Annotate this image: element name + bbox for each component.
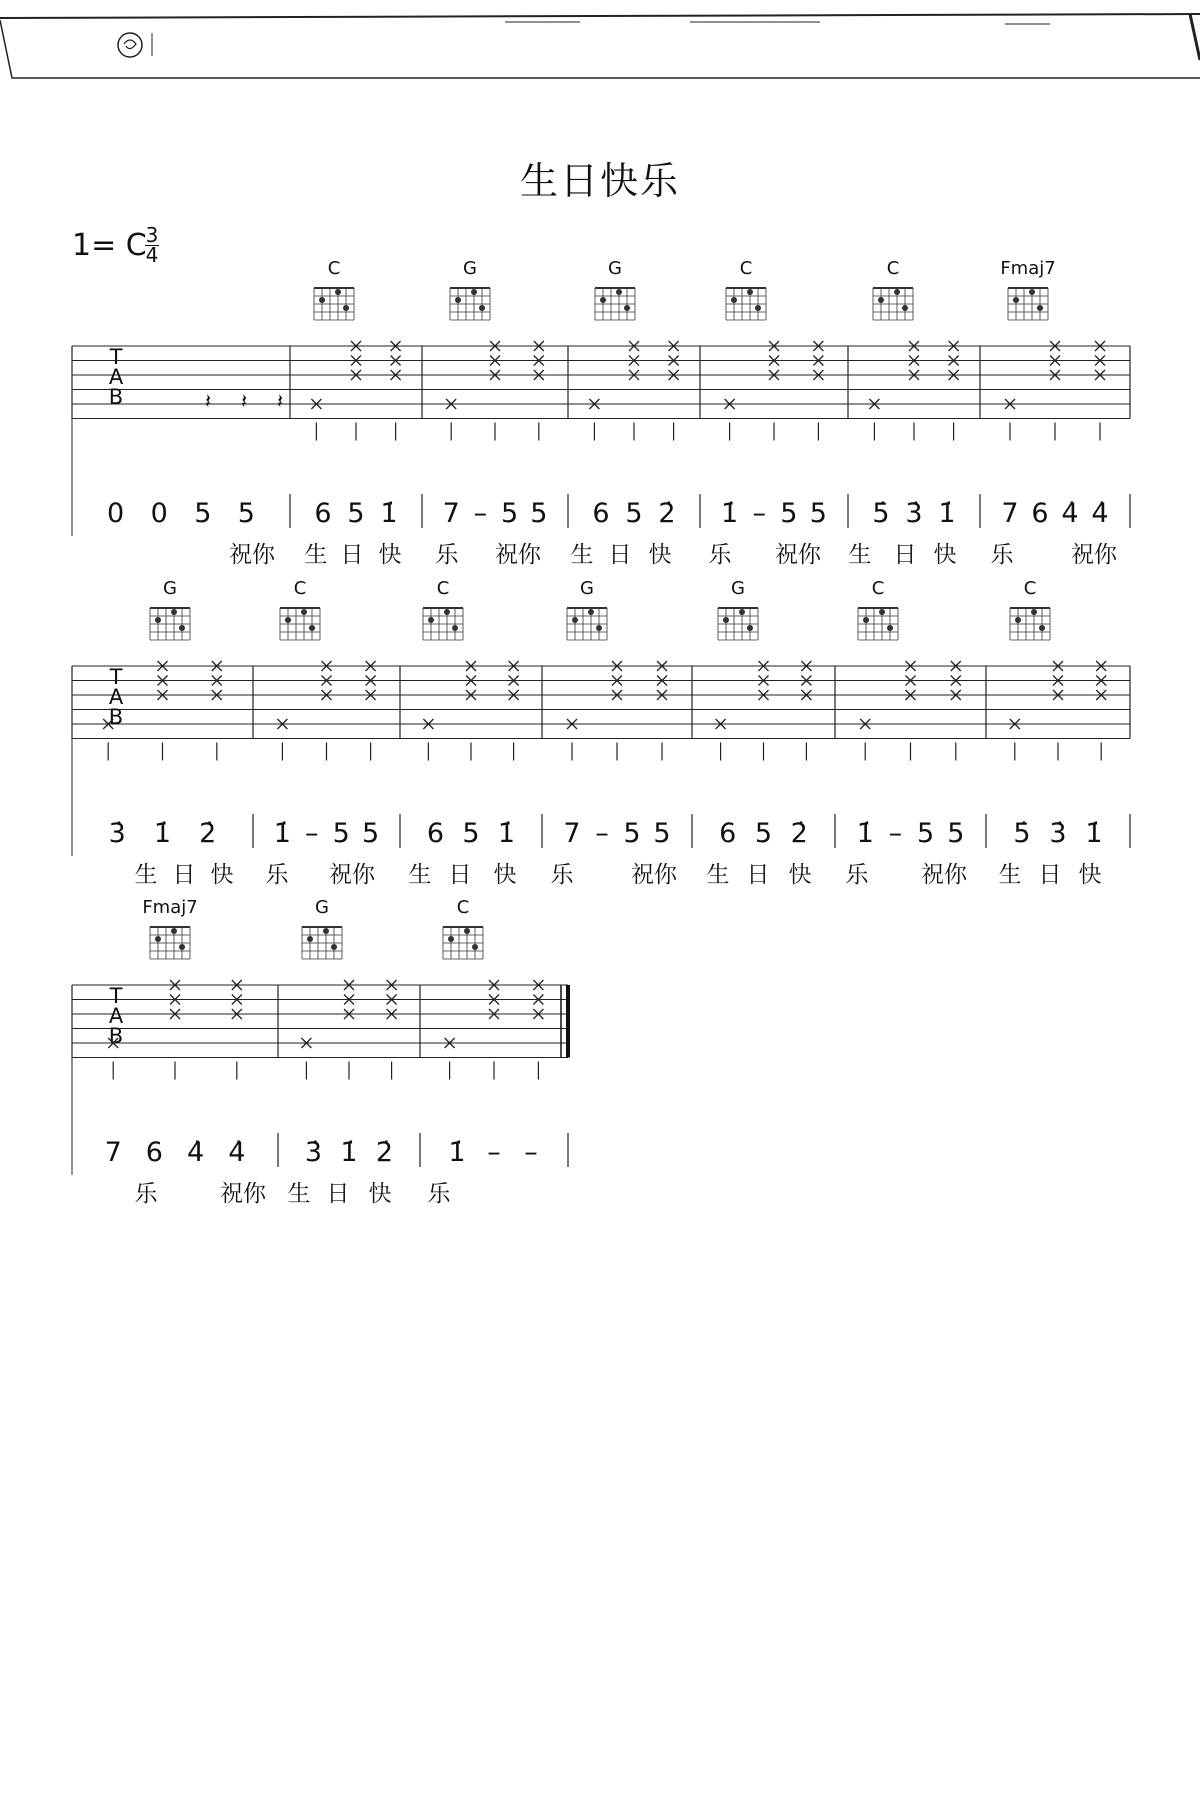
finger-dot: [455, 297, 461, 303]
finger-dot: [335, 289, 341, 295]
finger-dot: [307, 936, 313, 942]
lyric-syllable: 生: [848, 542, 872, 568]
system-1: [72, 258, 1130, 568]
finger-dot: [309, 625, 315, 631]
finger-dot: [731, 297, 737, 303]
finger-dot: [902, 305, 908, 311]
finger-dot: [887, 625, 893, 631]
lyric-syllable: 生: [304, 542, 328, 568]
lyric-syllable: 祝你: [495, 542, 541, 568]
lyric-syllable: 乐: [708, 542, 732, 568]
lyric-syllable: 祝你: [631, 862, 677, 888]
jianpu-note: 7: [1001, 498, 1019, 529]
chord-diagram: [450, 258, 490, 320]
jianpu-note: 1̇: [153, 818, 172, 849]
jianpu-note: 5: [530, 498, 548, 529]
tab-letter-t: T: [109, 345, 123, 369]
lyric-syllable: 日: [1038, 862, 1062, 888]
finger-dot: [464, 928, 470, 934]
jianpu-note: 2̇: [658, 498, 676, 529]
lyric-syllable: 祝你: [1071, 542, 1117, 568]
lyric-syllable: 日: [326, 1181, 350, 1207]
jianpu-note: 1̇: [448, 1137, 466, 1168]
finger-dot: [471, 289, 477, 295]
chord-diagram: [1010, 578, 1050, 640]
jianpu-note: 6: [1031, 498, 1049, 529]
time-signature-bottom: 4: [145, 243, 159, 267]
jianpu-note: –: [752, 498, 766, 529]
chord-name: G: [163, 578, 177, 599]
chord-name: C: [293, 578, 307, 599]
finger-dot: [179, 944, 185, 950]
lyric-syllable: 日: [340, 542, 364, 568]
chord-diagram: [726, 258, 766, 320]
lyric-syllable: 快: [493, 862, 517, 888]
jianpu-note: 5: [501, 498, 519, 529]
chord-diagram: [314, 258, 354, 320]
finger-dot: [428, 617, 434, 623]
finger-dot: [1031, 609, 1037, 615]
jianpu-note: 4̇: [1091, 498, 1109, 529]
finger-dot: [747, 625, 753, 631]
jianpu-note: 6: [314, 498, 332, 529]
finger-dot: [878, 297, 884, 303]
jianpu-note: 2̇: [790, 818, 808, 849]
jianpu-note: 5: [194, 498, 212, 529]
jianpu-note: –: [487, 1137, 501, 1168]
jianpu-note: 5̇: [872, 498, 890, 529]
jianpu-note: 5: [917, 818, 935, 849]
lyric-syllable: 乐: [134, 1181, 158, 1207]
jianpu-note: 1̇: [273, 818, 291, 849]
chord-diagram: [858, 578, 898, 640]
song-title: 生日快乐: [519, 159, 680, 203]
finger-dot: [285, 617, 291, 623]
jianpu-note: 4̇: [228, 1137, 246, 1168]
chord-diagram: [873, 258, 913, 320]
jianpu-note: 5: [754, 818, 773, 849]
chord-name: C: [871, 578, 885, 599]
lyric-syllable: 生: [706, 862, 730, 888]
system-3: [72, 897, 568, 1207]
tab-letter-t: T: [109, 984, 123, 1008]
chord-name: G: [315, 897, 329, 918]
tab-letter-a: A: [108, 365, 124, 389]
finger-dot: [879, 609, 885, 615]
lyric-syllable: 祝你: [220, 1181, 266, 1207]
jianpu-note: 5: [462, 818, 480, 849]
jianpu-note: 5: [809, 498, 827, 529]
finger-dot: [155, 936, 161, 942]
finger-dot: [572, 617, 578, 623]
jianpu-note: 0: [150, 498, 168, 529]
finger-dot: [171, 928, 177, 934]
jianpu-note: 5: [625, 498, 643, 529]
chord-name: G: [580, 578, 594, 599]
finger-dot: [588, 609, 594, 615]
jianpu-note: –: [473, 498, 488, 529]
finger-dot: [747, 289, 753, 295]
lyric-syllable: 生: [998, 862, 1022, 888]
lyric-syllable: 快: [378, 542, 402, 568]
jianpu-note: 5: [237, 498, 255, 529]
chord-name: Fmaj7: [1000, 258, 1056, 279]
jianpu-note: 5: [947, 818, 965, 849]
chord-diagram: [443, 897, 483, 959]
finger-dot: [1029, 289, 1035, 295]
jianpu-note: 1̇: [938, 498, 956, 529]
lyric-syllable: 生: [287, 1181, 311, 1207]
jianpu-note: 3̇: [108, 818, 126, 849]
time-signature-top: 3: [145, 223, 159, 247]
finger-dot: [343, 305, 349, 311]
rest-symbol: 𝄽: [240, 389, 248, 413]
lyric-syllable: 乐: [265, 862, 289, 888]
jianpu-note: 5: [347, 498, 365, 529]
lyric-syllable: 祝你: [921, 862, 967, 888]
finger-dot: [1037, 305, 1043, 311]
lyric-syllable: 快: [210, 862, 234, 888]
finger-dot: [755, 305, 761, 311]
jianpu-note: 1̇: [497, 818, 516, 849]
chord-diagram: [1000, 258, 1055, 320]
lyric-syllable: 快: [933, 542, 957, 568]
lyric-syllable: 乐: [845, 862, 869, 888]
chord-name: C: [456, 897, 470, 918]
jianpu-note: 5: [623, 818, 641, 849]
finger-dot: [444, 609, 450, 615]
finger-dot: [319, 297, 325, 303]
finger-dot: [171, 609, 177, 615]
tab-letter-b: B: [108, 1024, 124, 1048]
chord-diagram: [718, 578, 758, 640]
lyric-syllable: 乐: [990, 542, 1014, 568]
finger-dot: [452, 625, 458, 631]
finger-dot: [472, 944, 478, 950]
jianpu-note: 3̇: [905, 498, 923, 529]
lyric-syllable: 乐: [550, 862, 574, 888]
finger-dot: [179, 625, 185, 631]
jianpu-note: 5: [780, 498, 798, 529]
jianpu-note: 2̇: [199, 818, 217, 849]
lyric-syllable: 祝你: [775, 542, 821, 568]
jianpu-note: 5: [653, 818, 671, 849]
tab-letter-t: T: [109, 665, 123, 689]
jianpu-note: 6: [145, 1137, 163, 1168]
lyric-syllable: 日: [608, 542, 632, 568]
lyric-syllable: 日: [893, 542, 917, 568]
jianpu-note: 6: [592, 498, 610, 529]
tab-letter-a: A: [108, 685, 124, 709]
jianpu-note: –: [595, 818, 609, 849]
lyric-syllable: 生: [134, 862, 158, 888]
jianpu-note: 5: [332, 818, 350, 849]
finger-dot: [596, 625, 602, 631]
finger-dot: [616, 289, 622, 295]
jianpu-note: 7: [104, 1137, 122, 1168]
chord-name: Fmaj7: [142, 897, 198, 918]
jianpu-note: 2̇: [375, 1137, 394, 1168]
lyric-syllable: 日: [448, 862, 472, 888]
rest-symbol: 𝄽: [204, 389, 212, 413]
lyric-syllable: 生: [570, 542, 594, 568]
jianpu-note: 4̇: [1061, 498, 1079, 529]
header-decoration: [0, 14, 1200, 78]
finger-dot: [301, 609, 307, 615]
chord-name: G: [731, 578, 745, 599]
jianpu-note: 1̇: [380, 498, 398, 529]
chord-name: C: [1023, 578, 1037, 599]
jianpu-note: 5: [362, 818, 380, 849]
jianpu-note: 7: [563, 818, 581, 849]
jianpu-note: 6: [719, 818, 737, 849]
jianpu-note: –: [524, 1137, 538, 1168]
chord-name: C: [886, 258, 900, 279]
chord-name: G: [608, 258, 622, 279]
finger-dot: [331, 944, 337, 950]
chord-name: C: [436, 578, 450, 599]
chord-diagram: [280, 578, 320, 640]
jianpu-note: 7: [442, 498, 460, 529]
jianpu-note: 3̇: [1049, 818, 1067, 849]
chord-diagram: [423, 578, 463, 640]
chord-diagram: [595, 258, 635, 320]
finger-dot: [1039, 625, 1045, 631]
jianpu-note: 4̇: [187, 1137, 205, 1168]
lyric-syllable: 快: [368, 1181, 392, 1207]
lyric-syllable: 快: [648, 542, 672, 568]
chord-diagram: [567, 578, 607, 640]
finger-dot: [479, 305, 485, 311]
jianpu-note: 3̇: [304, 1137, 323, 1168]
jianpu-note: 1̇: [340, 1137, 358, 1168]
jianpu-note: 5̇: [1013, 818, 1031, 849]
lyric-syllable: 快: [788, 862, 812, 888]
tab-letter-b: B: [108, 385, 124, 409]
finger-dot: [863, 617, 869, 623]
lyric-syllable: 日: [172, 862, 196, 888]
jianpu-note: 6: [426, 818, 445, 849]
lyric-syllable: 乐: [435, 542, 459, 568]
chord-name: C: [739, 258, 753, 279]
jianpu-note: 1̇: [721, 498, 739, 529]
finger-dot: [155, 617, 161, 623]
finger-dot: [600, 297, 606, 303]
chord-name: G: [463, 258, 477, 279]
lyric-syllable: 快: [1078, 862, 1102, 888]
jianpu-note: 1̇: [856, 818, 874, 849]
tab-letter-a: A: [108, 1004, 124, 1028]
jianpu-note: –: [888, 818, 903, 849]
jianpu-note: 1̇: [1085, 818, 1103, 849]
rest-symbol: 𝄽: [276, 389, 284, 413]
finger-dot: [448, 936, 454, 942]
finger-dot: [739, 609, 745, 615]
lyric-syllable: 生: [408, 862, 432, 888]
chord-diagram: [142, 897, 197, 959]
jianpu-note: –: [305, 818, 319, 849]
finger-dot: [1015, 617, 1021, 623]
lyric-syllable: 乐: [427, 1181, 451, 1207]
chord-diagram: [150, 578, 190, 640]
lyric-syllable: 祝你: [229, 542, 275, 568]
finger-dot: [723, 617, 729, 623]
lyric-syllable: 日: [746, 862, 770, 888]
key-signature: 1= C: [72, 228, 147, 263]
tab-letter-b: B: [108, 705, 124, 729]
lyric-syllable: 祝你: [329, 862, 375, 888]
chord-diagram: [302, 897, 342, 959]
finger-dot: [624, 305, 630, 311]
time-signature: [144, 223, 160, 267]
finger-dot: [1013, 297, 1019, 303]
finger-dot: [894, 289, 900, 295]
chord-name: C: [327, 258, 341, 279]
finger-dot: [323, 928, 329, 934]
system-2: [72, 578, 1130, 888]
jianpu-note: 0: [107, 498, 125, 529]
